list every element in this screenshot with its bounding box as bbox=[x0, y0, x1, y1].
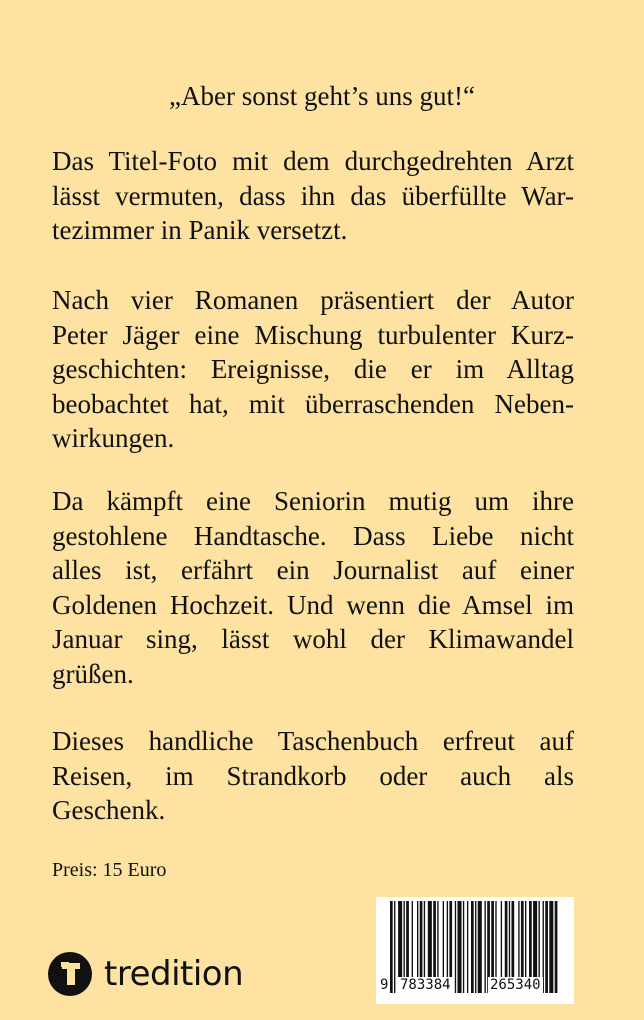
text-line: Das Titel-Foto mit dem durchgedrehten Arzt bbox=[52, 146, 574, 176]
text-line: Goldenen Hochzeit. Und wenn die Amsel im bbox=[52, 589, 574, 620]
barcode-digits bbox=[376, 977, 574, 999]
text-line: Da kämpft eine Seniorin mutig um ihre bbox=[52, 486, 574, 516]
text-line: Nach vier Romanen präsentiert der Autor bbox=[52, 285, 574, 315]
text-line: gestohlene Handtasche. Dass Liebe nicht bbox=[52, 520, 574, 551]
blurb-paragraph-4 bbox=[52, 724, 574, 828]
publisher-logo bbox=[48, 951, 243, 997]
text-line: Reisen, im Strandkorb oder auch als bbox=[52, 760, 574, 791]
blurb-paragraph-1 bbox=[52, 144, 574, 248]
text-line: geschichten: Ereignisse, die er im Alltag bbox=[52, 354, 574, 384]
barcode-digit-group-right: 265340 bbox=[490, 977, 541, 993]
text-line: Januar sing, lässt wohl der Klimawandel bbox=[52, 624, 574, 654]
blurb-paragraph-3 bbox=[52, 484, 574, 691]
price-label: Preis: 15 Euro bbox=[52, 859, 167, 881]
text-line: Dieses handliche Taschenbuch erfreut auf bbox=[52, 726, 574, 756]
isbn-barcode bbox=[376, 897, 574, 1004]
publisher-name: tredition bbox=[104, 954, 244, 994]
text-line: wirkungen. bbox=[52, 423, 175, 453]
text-line: grüßen. bbox=[52, 658, 134, 689]
text-line: lässt vermuten, dass ihn das überfüllte War- bbox=[52, 180, 574, 211]
barcode-digit-group-left: 783384 bbox=[400, 977, 451, 993]
barcode-digit-prefix: 9 bbox=[380, 977, 389, 993]
text-line: beobachtet hat, mit überraschenden Neben- bbox=[52, 388, 574, 419]
text-line: alles ist, erfährt ein Journalist auf einer bbox=[52, 555, 574, 585]
tredition-logo-icon bbox=[48, 952, 92, 996]
text-line: Peter Jäger eine Mischung turbulenter Kurz- bbox=[52, 319, 574, 350]
tagline: „Aber sonst geht’s uns gut!“ bbox=[169, 81, 475, 111]
blurb-paragraph-2 bbox=[52, 283, 574, 456]
text-line: Geschenk. bbox=[52, 795, 166, 825]
text-line: tezimmer in Panik versetzt. bbox=[52, 215, 348, 245]
